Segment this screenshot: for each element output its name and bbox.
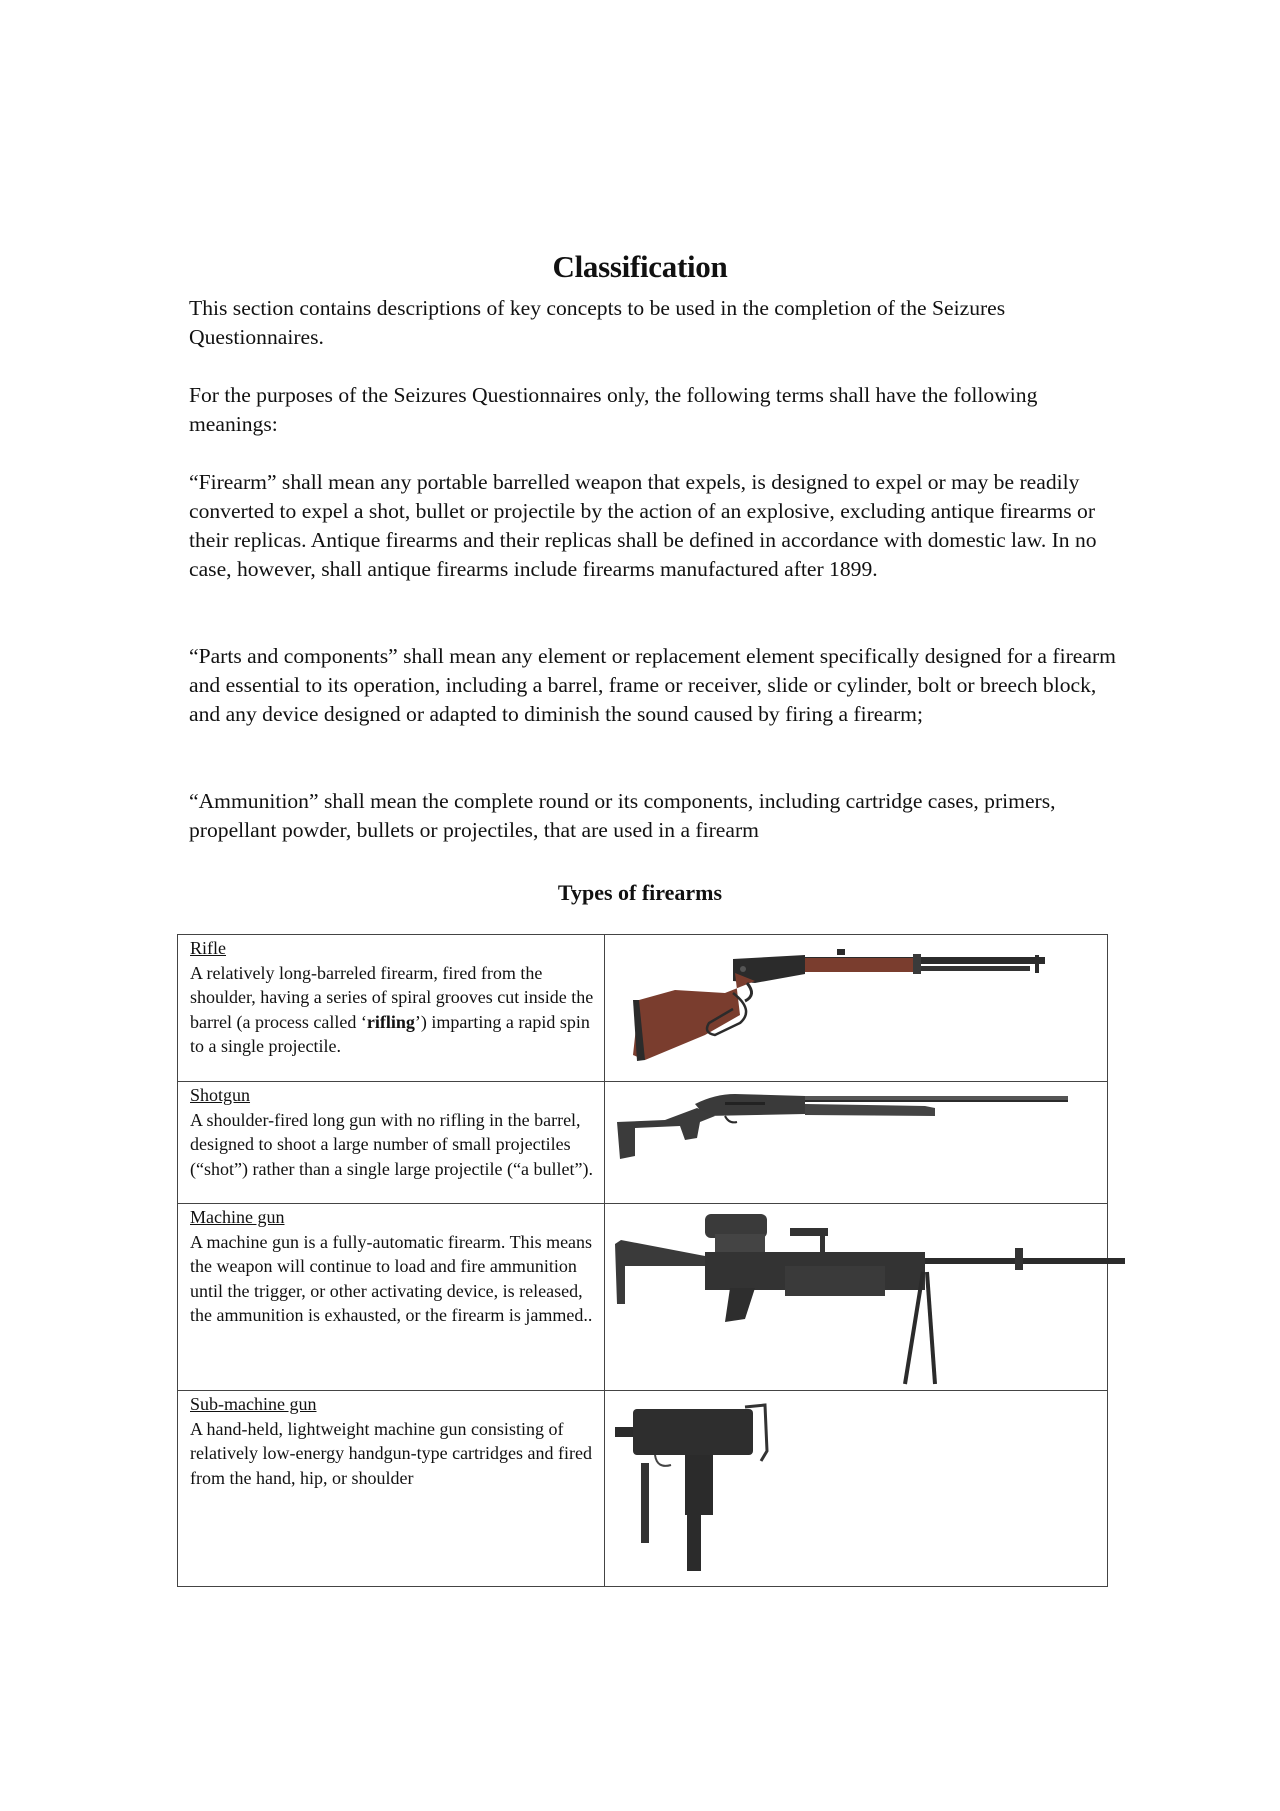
- type-image-cell: [605, 935, 1108, 1082]
- type-name: Sub-machine gun: [190, 1394, 317, 1414]
- type-name: Rifle: [190, 938, 226, 958]
- intro-paragraph: This section contains descriptions of key concepts to be used in the completion of the Seizures Questionnaires.: [189, 296, 1006, 349]
- type-description-cell: [178, 1391, 605, 1587]
- type-description-cell: [178, 1204, 605, 1391]
- type-description: A shoulder-fired long gun with no rifling in the barrel, designed to shoot a large number of small projectiles (“shot”) rather than a single large projectile (“a bullet”).: [190, 1109, 593, 1179]
- sub-machine-gun-image: [605, 1391, 1131, 1585]
- purpose-paragraph: For the purposes of the Seizures Questionnaires only, the following terms shall have the following meanings:: [189, 383, 1038, 436]
- rifle-image: [605, 935, 1131, 1080]
- parts-components-definition: “Parts and components” shall mean any element or replacement element specifically designed for a firearm and essential to its operation, including a barrel, frame or receiver, slide or cylinder, bolt or breech block, and any device designed or adapted to diminish the sound caused by firing a firearm;: [189, 644, 1116, 726]
- type-name: Machine gun: [190, 1207, 285, 1227]
- table-row: [178, 1082, 1108, 1204]
- type-description: A hand-held, lightweight machine gun consisting of relatively low-energy handgun-type cartridges and fired from the hand, hip, or shoulder: [190, 1418, 593, 1488]
- table-row: [178, 1204, 1108, 1391]
- type-image-cell: [605, 1391, 1108, 1587]
- firearm-definition: “Firearm” shall mean any portable barrelled weapon that expels, is designed to expel or may be readily converted to expel a shot, bullet or projectile by the action of an explosive, excluding antique firearms or their replicas. Antique firearms and their replicas shall be defined in accordance with domestic law. In no case, however, shall antique firearms include firearms manufactured after 1899.: [189, 470, 1097, 581]
- type-description: A machine gun is a fully-automatic firearm. This means the weapon will continue to load and fire ammunition until the trigger, or other activating device, is released, the ammunition is exhausted, or the firearm is jammed..: [190, 1231, 593, 1325]
- table-row: [178, 935, 1108, 1082]
- type-description-cell: [178, 935, 605, 1082]
- type-name: Shotgun: [190, 1085, 251, 1105]
- type-description: A relatively long-barreled firearm, fired from the shoulder, having a series of spiral grooves cut inside the barrel (a process called ‘rifling’) imparting a rapid spin to a single projectile.: [190, 962, 594, 1056]
- shotgun-image: [605, 1082, 1131, 1202]
- machine-gun-image: [605, 1204, 1131, 1389]
- section-heading: Types of firearms: [557, 880, 723, 905]
- type-image-cell: [605, 1082, 1108, 1204]
- type-image-cell: [605, 1204, 1108, 1391]
- ammunition-definition: “Ammunition” shall mean the complete round or its components, including cartridge cases, primers, propellant powder, bullets or projectiles, that are used in a firearm: [189, 789, 1056, 842]
- table-row: [178, 1391, 1108, 1587]
- firearm-types-table: [177, 934, 1108, 1587]
- type-description-cell: [178, 1082, 605, 1204]
- page-title: Classification: [552, 248, 728, 284]
